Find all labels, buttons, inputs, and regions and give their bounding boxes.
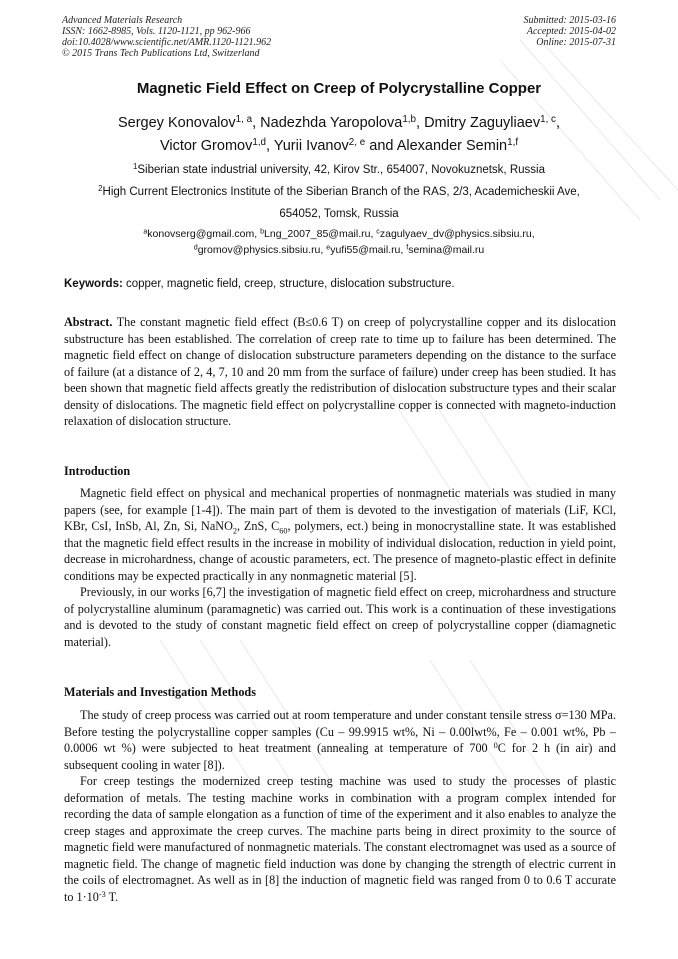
affil-sup: 2 [98,184,103,194]
affiliation-2 [52,181,626,225]
keywords-text: copper, magnetic field, creep, structure, dislocation substructure. [126,278,455,290]
author-name: Yurii Ivanov [273,138,349,154]
author-affil-sup: 1,f [507,137,519,149]
issn-line: ISSN: 1662-8985, Vols. 1120-1121, pp 962-966 [62,26,251,37]
section-title-methods: Materials and Investigation Methods [64,685,256,699]
author-affil-sup: 1,b [402,114,416,126]
dates-info [524,15,617,48]
email-list: $^a$konovserg@gmail.com, $^b$Lng_2007_85@mail.ru, $^c$zagulyaev_dv@physics.sibsiu.ru, $^d$gromov@physics.sibsiu.ru, $^e$yufi55@mail.ru, $^f$semina@mail.ru [143,227,535,256]
introduction-body [64,485,616,650]
author-name: Nadezhda Yaropolova [260,115,403,131]
author-affil-sup: 2, e [348,137,366,149]
abstract [64,314,616,430]
online-date: Online: 2015-07-31 [536,37,616,48]
paper-title: Magnetic Field Effect on Creep of Polycrystalline Copper [136,80,542,97]
keywords-label: Keywords: [64,278,123,290]
affil-text-cont: 654052, Tomsk, Russia [279,208,399,220]
author-affil-sup: 1, a [235,114,253,126]
journal-info [62,15,271,59]
email-link[interactable]: konovserg@gmail.com, [147,228,258,240]
author-name: Alexander Semin [396,138,508,154]
author-affil-sup: 1,d [252,137,267,149]
email-link[interactable]: yufi55@mail.ru, [330,244,404,256]
section-title-introduction: Introduction [64,464,131,478]
doi-line: doi:10.4028/www.scientific.net/AMR.1120-1121.962 [62,37,272,48]
author-name: Sergey Konovalov [117,115,236,131]
affil-text: High Current Electronics Institute of the Siberian Branch of the RAS, 2/3, Academicheskii Ave, [102,186,580,198]
affil-sup: 1 [133,162,138,172]
email-link[interactable]: semina@mail.ru [408,244,485,256]
author-name: Victor Gromov [159,138,253,154]
paragraph: Magnetic field effect on physical and mechanical properties of nonmagnetic materials was studied in many papers (see, for example [1-4]). The main part of them is devoted to the investigation of materials (LiF, KCl, KBr, CsI, InSb, Al, Zn, Si, NaNO$_2$, ZnS, $C_{60}$, polymers, ect.) being in monocrystalline state. It was established that the magnetic field effect results in the increase in mobility of individual dislocation, reduction in yield point, decrease in microhardness, change of acoustic parameters, ect. The presence of magneto-plastic effect in definite conditions may be expected practically in any nonmagnetic material [5]. [64,486,616,583]
abstract-text: The constant magnetic field effect (B≤0.6 T) on creep of polycrystalline copper and its dislocation substructure has been established. The correlation of creep rate to time up to failure has been determined. The magnetic field effect on change of dislocation substructure parameters depending on the distance to the surface of failure (at a distance of 2, 4, 7, 10 and 20 mm from the surface of failure) under creep has been studied. It has been shown that magnetic field affects greatly the redistribution of dislocation substructure types and their scalar density of dislocations. The magnetic field effect on polycrystalline copper is connected with magneto-induction relaxation of dislocation structure. [64,315,616,428]
copyright-line: © 2015 Trans Tech Publications Ltd, Switzerland [62,48,260,59]
author-conjunction: and [369,138,394,154]
methods-body [64,707,616,905]
email-link[interactable]: gromov@physics.sibsiu.ru, [197,244,324,256]
email-link[interactable]: zagulyaev_dv@physics.sibsiu.ru, [379,228,535,240]
paragraph: For creep testings the modernized creep testing machine was used to study the processes of plastic deformation of metals. The testing machine works in combination with a program complex intended for recording the data of sample elongation as a function of time of the experiment and it also enables to analyze the creep stages and approximate the creep curves. The machine parts being in direct proximity to the source of magnetic field were manufactured of nonmagnetic materials. The constant electromagnet was used as a source of magnetic field. The change of magnetic field induction was done by changing the strength of electric current in the coils of electromagnet. As well as in [8] the induction of magnetic field was ranged from 0 to 0.6 T accurate to $1\cdot 10^{-3}$ T. [64,774,616,904]
affiliation-1 [52,159,626,181]
paragraph: The study of creep process was carried out at room temperature and under constant tensile stress σ=130 MPa. Before testing the polycrystalline copper samples (Cu – 99.9915 wt%, Ni – 0.00lwt%, Fe – 0.001 wt%, Pb – 0.0006 wt %) were subjected to heat treatment (annealing at temperature of 700 $^0$C for 2 h (in air) and subsequent cooling in water [8]). [64,708,616,772]
author-affil-sup: 1, c [540,114,556,126]
keywords [64,278,616,290]
accepted-date: Accepted: 2015-04-02 [526,26,616,37]
affil-text: Siberian state industrial university, 42, Kirov Str., 654007, Novokuznetsk, Russia [137,164,545,176]
email-link[interactable]: Lng_2007_85@mail.ru, [264,228,374,240]
submitted-date: Submitted: 2015-03-16 [523,15,616,26]
author-list: Sergey Konovalov$^{1, a}$, Nadezhda Yaropolova$^{1,b}$, Dmitry Zaguyliaev$^{1, c}$, Victor Gromov$^{1,d}$, Yurii Ivanov$^{2, e}$ and Alexander Semin$^{1,f}$ [117,114,560,154]
abstract-label: Abstract. [64,315,113,329]
paragraph: Previously, in our works [6,7] the investigation of magnetic field effect on creep, microhardness and structure of polycrystalline aluminum (paramagnetic) was carried out. This work is a continuation of these investigations and is devoted to the study of constant magnetic field effect on creep of polycrystalline copper (diamagnetic material). [64,585,616,649]
author-name: Dmitry Zaguyliaev [424,115,541,131]
journal-name: Advanced Materials Research [62,15,183,26]
